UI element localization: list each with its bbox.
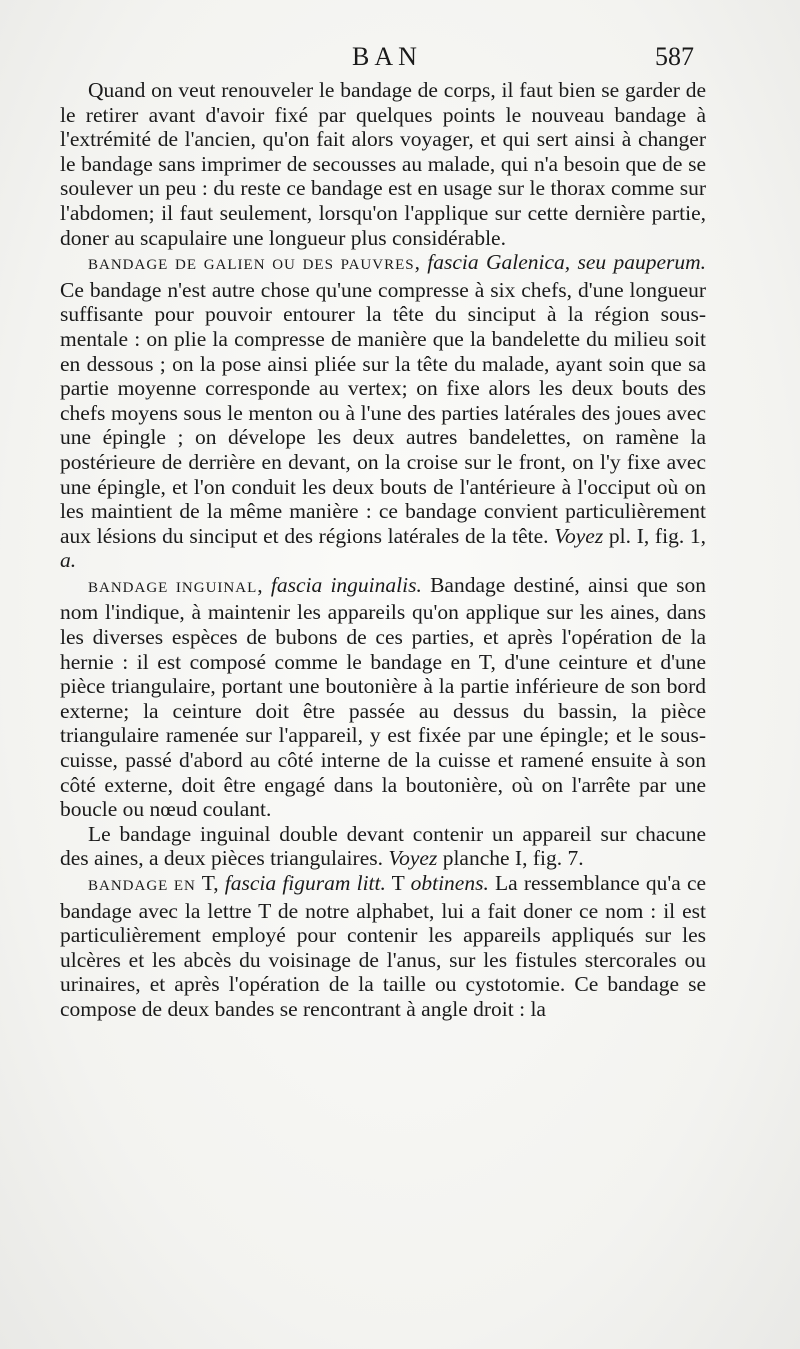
entry-bandage-inguinal: BANDAGE INGUINAL, fascia inguinalis. Bandage destiné, ainsi que son nom l'indique, à maintenir les appareils qu'on applique sur les aines, dans les diverses espèces de bubons de ces parties, et après l'opération de la hernie : il est composé comme le bandage en T, d'une ceinture et d'une pièce triangulaire, portant une boutonière à la partie inférieure de son bord externe; la ceinture doit être passée au dessus du bassin, la pièce triangulaire ramenée sur l'appareil, y est fixée par une épingle; et le sous-cuisse, passé d'abord au côté interne de la cuisse et ramené ensuite à son côté externe, doit être engagé dans la boutonière, où on l'arrête par une boucle ou nœud coulant. xyxy=(60,572,707,822)
paragraph-inguinal-double xyxy=(60,822,706,871)
entry-heading: BANDAGE INGUINAL xyxy=(88,579,258,596)
entry-latin: fascia figuram litt. xyxy=(224,871,386,895)
reference-voyez: Voyez xyxy=(388,846,438,871)
paragraph-text: Le bandage inguinal double devant contenir un appareil sur chacune des aines, a deux pièces triangulaires. xyxy=(60,821,706,871)
entry-heading: BANDAGE DE GALIEN OU DES PAUVRES xyxy=(88,257,415,274)
entry-text: Bandage destiné, ainsi que son nom l'indique, à maintenir les appareils qu'on applique sur les aines, dans les diverses espèces de bubons de ces parties, et après l'opération de la hernie : il est composé comme le bandage en T, d'une ceinture et d'une pièce triangulaire, portant une boutonière à la partie inférieure de son bord externe; la ceinture doit être passée au dessus du bassin, la pièce triangulaire ramenée sur l'appareil, y est fixée par une épingle; et le sous-cuisse, passé d'abord au côté interne de la cuisse et ramené ensuite à son côté externe, doit être engagé dans la boutonière, où on l'arrête par une boucle ou nœud coulant. xyxy=(60,572,707,822)
entry-text: Ce bandage n'est autre chose qu'une compresse à six chefs, d'une longueur suffisante pour pouvoir entourer la tête du sinciput à la région sous-mentale : on plie la compresse de manière que la bandelette du milieu soit en dessous ; on la pose ainsi pliée sur la tête du malade, ayant soin que sa partie moyenne corresponde au vertex; on fixe alors les deux bouts des chefs moyens sous le menton ou à l'une des parties latérales des joues avec une épingle ; on dévelope les deux autres bandelettes, on ramène la postérieure de derrière en devant, on la croise sur le front, on l'y fixe avec une épingle, et l'on conduit les deux bouts de l'antérieure à l'occiput où on les maintient de la même manière : ce bandage convient particulièrement aux lésions du sinciput et des régions latérales de la tête. xyxy=(60,277,706,548)
entry-text: La ressemblance qu'a ce bandage avec la lettre T de notre alphabet, lui a fait doner ce nom : il est particulièrement employé pour contenir les appareils appliqués sur les ulcères et les abcès du voisinage de l'anus, sur les fistules stercorales ou urinaires, et après l'opération de la taille ou cystotomie. Ce bandage se compose de deux bandes se rencontrant à angle droit : la xyxy=(60,871,707,1021)
entry-heading: BANDAGE EN xyxy=(88,878,196,894)
main-text xyxy=(60,78,706,1022)
running-title: BAN xyxy=(352,42,422,71)
reference-text: planche I, fig. 7. xyxy=(442,846,584,871)
entry-latin: fascia inguinalis. xyxy=(270,572,422,597)
entry-latin-letter: T xyxy=(391,871,405,895)
entry-heading-letter: T, xyxy=(201,871,219,895)
entry-bandage-de-galien: BANDAGE DE GALIEN OU DES PAUVRES, fascia Galenica, seu pauperum. Ce bandage n'est autre chose qu'une compresse à six chefs, d'une longueur suffisante pour pouvoir entourer la tête du sinciput à la région sous-mentale : on plie la compresse de manière que la bandelette du milieu soit en dessous ; on la pose ainsi pliée sur la tête du malade, ayant soin que sa partie moyenne corresponde au vertex; on fixe alors les deux bouts des chefs moyens sous le menton ou à l'une des parties latérales des joues avec une épingle ; on dévelope les deux autres bandelettes, on ramène la postérieure de derrière en devant, on la croise sur le front, on l'y fixe avec une épingle, et l'on conduit les deux bouts de l'antérieure à l'occiput où on les maintient de la même manière : ce bandage convient particulièrement aux lésions du sinciput et des régions latérales de la tête. Voyez pl. I, fig. 1, a. xyxy=(60,250,707,573)
reference-letter: a. xyxy=(60,548,77,573)
entry-latin-end: obtinens. xyxy=(410,871,489,895)
paragraph-text: Quand on veut renouveler le bandage de corps, il faut bien se garder de le retirer avant d'avoir fixé par quelques points le nouveau bandage à l'extrémité de l'ancien, qu'on fait alors voyager, et qui sert ainsi à changer le bandage sans imprimer de secousses au malade, qui n'a besoin que de se soulever un peu : du reste ce bandage est en usage sur le thorax comme sur l'abdomen; il faut seulement, lorsqu'on l'applique sur cette dernière partie, doner au scapulaire une longueur plus considérable. xyxy=(60,78,706,250)
paragraph-bandage-de-corps xyxy=(60,78,706,250)
reference-text: pl. I, fig. 1, xyxy=(608,523,707,548)
reference-voyez: Voyez xyxy=(554,523,604,548)
entry-bandage-en-t xyxy=(60,871,706,1022)
running-head xyxy=(0,42,800,78)
page-number: 587 xyxy=(655,42,694,71)
entry-latin: fascia Galenica, seu pauperum. xyxy=(427,250,707,275)
